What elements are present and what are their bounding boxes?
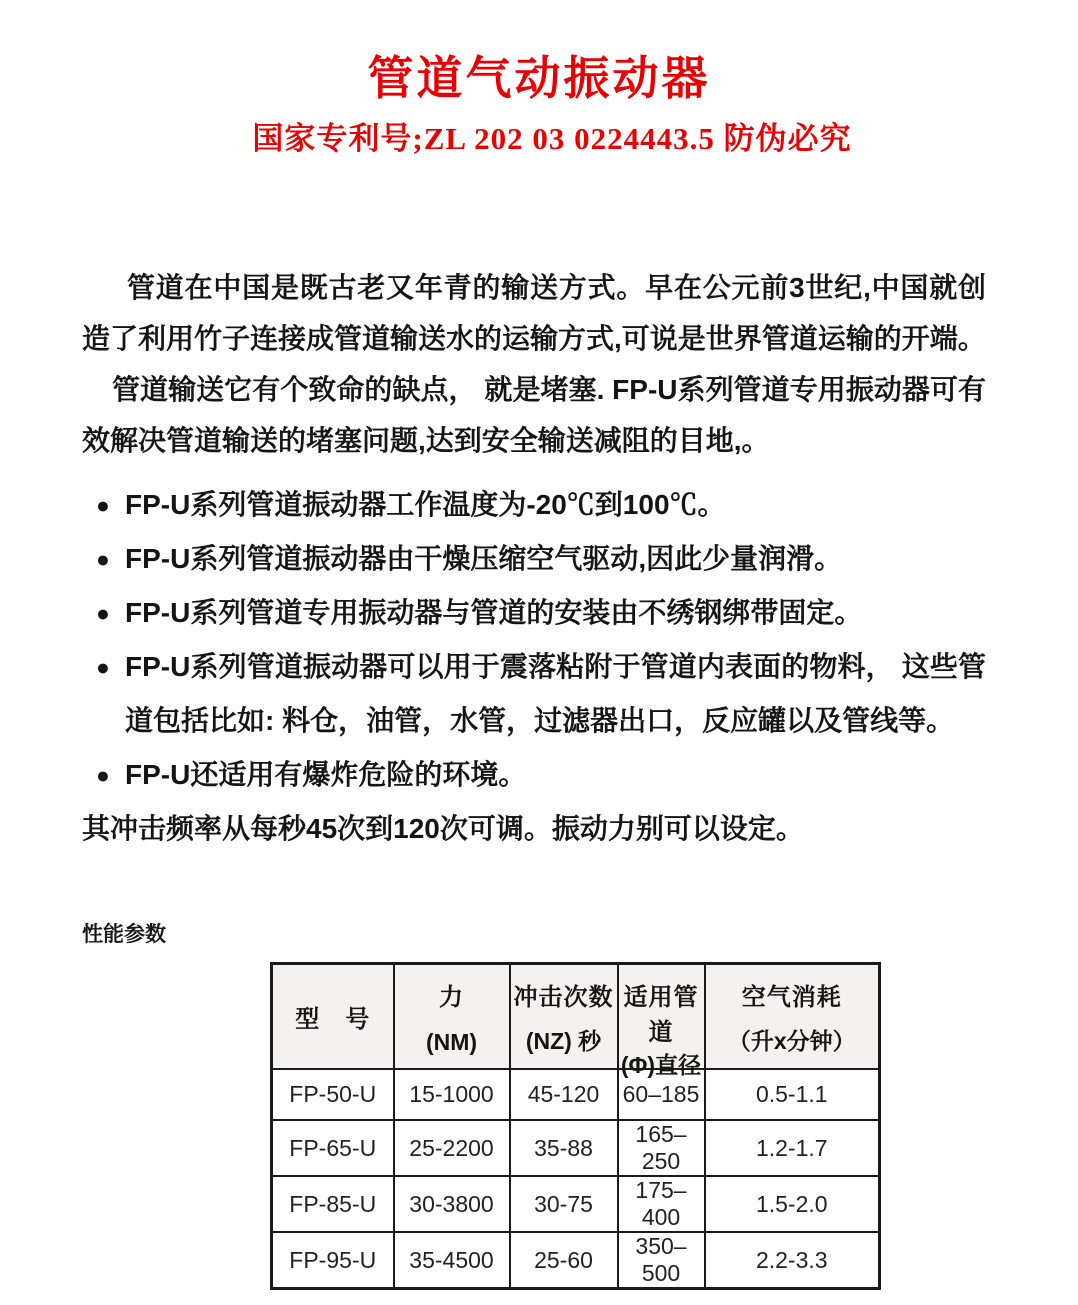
feature-text: FP-U系列管道振动器由干燥压缩空气驱动,因此少量润滑。 [125, 543, 843, 574]
cell-force: 35-4500 [394, 1232, 510, 1289]
cell-force: 30-3800 [394, 1176, 510, 1232]
table-row [272, 1176, 880, 1232]
col-header-pipe [618, 964, 705, 1078]
performance-section-heading: 性能参数 [82, 923, 166, 946]
cell-air: 2.2-3.3 [705, 1232, 880, 1289]
col-header-unit: （升x分钟） [727, 1028, 856, 1054]
cell-force: 25-2200 [394, 1120, 510, 1176]
feature-item [82, 586, 986, 640]
col-header-unit: (NZ) 秒 [525, 1028, 602, 1054]
cell-impacts: 45-120 [510, 1069, 618, 1120]
table-header-row [272, 964, 880, 1070]
col-header-label: 型 号 [295, 1006, 371, 1033]
feature-item [82, 748, 986, 802]
cell-model: FP-85-U [272, 1176, 394, 1232]
frequency-note: 其冲击频率从每秒45次到120次可调。振动力别可以设定。 [82, 813, 804, 844]
performance-spec-table [270, 962, 881, 1290]
cell-air: 1.2-1.7 [705, 1120, 880, 1176]
cell-force: 15-1000 [394, 1069, 510, 1120]
bullet-icon: ● [96, 654, 110, 680]
cell-pipe: 350–500 [618, 1232, 705, 1289]
col-header-label: 空气消耗 [741, 984, 842, 1011]
cell-air: 0.5-1.1 [705, 1069, 880, 1120]
bullet-icon: ● [96, 546, 110, 572]
patent-number-line: 国家专利号;ZL 202 03 0224443.5 防伪必究 [252, 121, 852, 156]
feature-text: FP-U系列管道振动器可以用于震落粘附于管道内表面的物料， 这些管道包括比如: 料仓，油管，水管，过滤器出口，反应罐以及管线等。 [125, 651, 986, 736]
feature-item [82, 640, 986, 748]
col-header-model [272, 964, 394, 1070]
feature-text: FP-U系列管道专用振动器与管道的安装由不绣钢绑带固定。 [125, 597, 863, 628]
cell-model: FP-95-U [272, 1232, 394, 1289]
bullet-icon: ● [96, 492, 110, 518]
feature-list [82, 478, 986, 802]
bullet-icon: ● [96, 762, 110, 788]
col-header-label: 冲击次数 [513, 984, 614, 1011]
cell-impacts: 30-75 [510, 1176, 618, 1232]
table-row [272, 1120, 880, 1176]
cell-air: 1.5-2.0 [705, 1176, 880, 1232]
cell-model: FP-65-U [272, 1120, 394, 1176]
table-row [272, 1232, 880, 1289]
col-header-impacts [510, 964, 618, 1070]
col-header-label: 适用管道 [623, 984, 699, 1046]
col-header-air [705, 964, 880, 1070]
col-header-label: 力 [439, 984, 464, 1011]
cell-pipe: 165–250 [618, 1120, 705, 1176]
feature-item [82, 478, 986, 532]
intro-paragraph-1: 管道在中国是既古老又年青的输送方式。早在公元前3世纪,中国就创造了利用竹子连接成管道输送水的运输方式,可说是世界管道运输的开端。 [82, 272, 986, 354]
bullet-icon: ● [96, 600, 110, 626]
feature-text: FP-U还适用有爆炸危险的环境。 [125, 759, 527, 790]
cell-pipe: 175–400 [618, 1176, 705, 1232]
feature-item [82, 532, 986, 586]
feature-text: FP-U系列管道振动器工作温度为-20℃到100℃。 [125, 489, 726, 520]
col-header-force [394, 964, 510, 1070]
page-title: 管道气动振动器 [367, 53, 711, 104]
cell-pipe: 60–185 [618, 1069, 705, 1120]
cell-impacts: 25-60 [510, 1232, 618, 1289]
intro-paragraph-2: 管道输送它有个致命的缺点， 就是堵塞. FP-U系列管道专用振动器可有效解决管道输送的堵塞问题,达到安全输送减阻的目地,。 [82, 374, 986, 456]
table-row [272, 1069, 880, 1120]
col-header-unit: (NM) [425, 1029, 478, 1055]
cell-model: FP-50-U [272, 1069, 394, 1120]
document-body [82, 262, 986, 1290]
col-header-unit: (Φ)直径 [620, 1052, 702, 1078]
cell-impacts: 35-88 [510, 1120, 618, 1176]
